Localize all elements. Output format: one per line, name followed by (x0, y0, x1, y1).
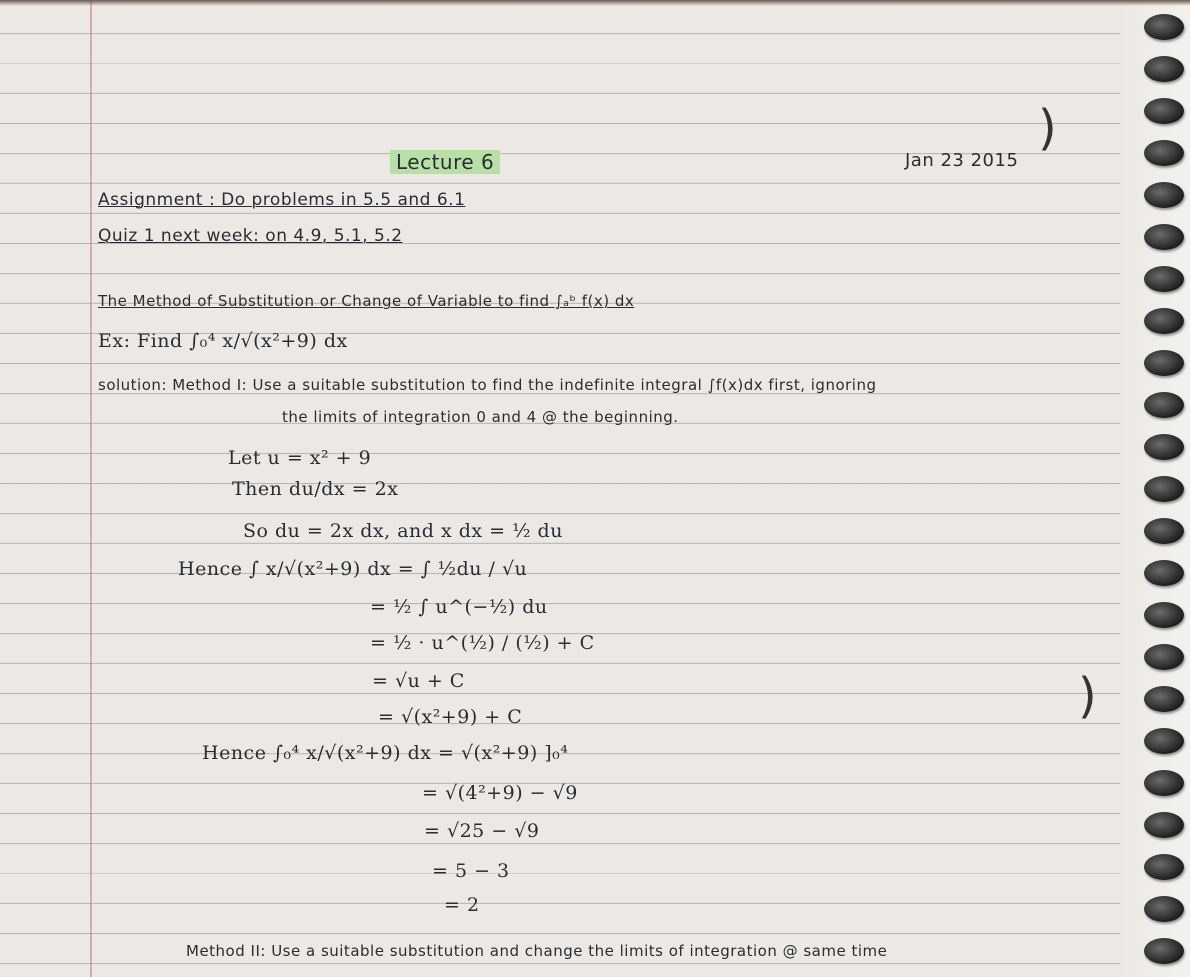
step-3: = √u + C (372, 670, 465, 692)
so-line: So du = 2x dx, and x dx = ½ du (243, 520, 563, 542)
lecture-date: Jan 23 2015 (905, 150, 1019, 171)
lecture-title: Lecture 6 (390, 150, 500, 174)
spiral-binding-ring-icon (1144, 602, 1184, 628)
crescent-doodle-top: ) (1038, 100, 1057, 156)
spiral-binding-ring-icon (1144, 56, 1184, 82)
then-line: Then du/dx = 2x (232, 478, 399, 500)
step-7: = 5 − 3 (432, 860, 510, 882)
spiral-binding-ring-icon (1144, 266, 1184, 292)
spiral-binding-ring-icon (1144, 644, 1184, 670)
spiral-binding-ring-icon (1144, 686, 1184, 712)
hence-line-1: Hence ∫ x/√(x²+9) dx = ∫ ½du / √u (178, 558, 528, 580)
method-2-line: Method II: Use a suitable substitution and change the limits of integration @ same time (186, 942, 888, 960)
spiral-binding-ring-icon (1144, 350, 1184, 376)
spiral-binding-ring-icon (1144, 392, 1184, 418)
spiral-binding-ring-icon (1144, 182, 1184, 208)
spiral-binding-ring-icon (1144, 518, 1184, 544)
solution-line-2: the limits of integration 0 and 4 @ the beginning. (282, 408, 679, 426)
let-line: Let u = x² + 9 (228, 447, 372, 469)
spiral-binding-ring-icon (1144, 770, 1184, 796)
assignment-line: Assignment : Do problems in 5.5 and 6.1 (98, 190, 466, 210)
spiral-binding-ring-icon (1144, 140, 1184, 166)
hence-line-2: Hence ∫₀⁴ x/√(x²+9) dx = √(x²+9) ]₀⁴ (202, 742, 569, 764)
example-line: Ex: Find ∫₀⁴ x/√(x²+9) dx (98, 330, 348, 352)
step-4: = √(x²+9) + C (378, 706, 523, 728)
solution-line-1: solution: Method I: Use a suitable substitution to find the indefinite integral ∫f(x)dx first, ignoring (98, 376, 877, 394)
spiral-binding-ring-icon (1144, 14, 1184, 40)
spiral-binding-ring-icon (1144, 98, 1184, 124)
spiral-binding-ring-icon (1144, 812, 1184, 838)
spiral-binding-ring-icon (1144, 308, 1184, 334)
spiral-binding-ring-icon (1144, 728, 1184, 754)
spiral-binding-ring-icon (1144, 560, 1184, 586)
spiral-binding-ring-icon (1144, 896, 1184, 922)
step-8: = 2 (444, 894, 480, 916)
step-5: = √(4²+9) − √9 (422, 782, 578, 804)
spiral-binding-ring-icon (1144, 224, 1184, 250)
spiral-binding-ring-icon (1144, 938, 1184, 964)
method-heading: The Method of Substitution or Change of Variable to find ∫ₐᵇ f(x) dx (98, 292, 635, 310)
quiz-line: Quiz 1 next week: on 4.9, 5.1, 5.2 (98, 226, 403, 246)
top-edge-shadow (0, 0, 1190, 6)
margin-line (90, 0, 92, 977)
spiral-binding-ring-icon (1144, 434, 1184, 460)
spiral-binding-ring-icon (1144, 476, 1184, 502)
step-6: = √25 − √9 (424, 820, 540, 842)
crescent-doodle-bottom: ) (1078, 668, 1097, 724)
spiral-binding-ring-icon (1144, 854, 1184, 880)
spiral-binding (1120, 0, 1190, 977)
step-1: = ½ ∫ u^(−½) du (370, 596, 548, 618)
step-2: = ½ · u^(½) / (½) + C (370, 632, 595, 654)
